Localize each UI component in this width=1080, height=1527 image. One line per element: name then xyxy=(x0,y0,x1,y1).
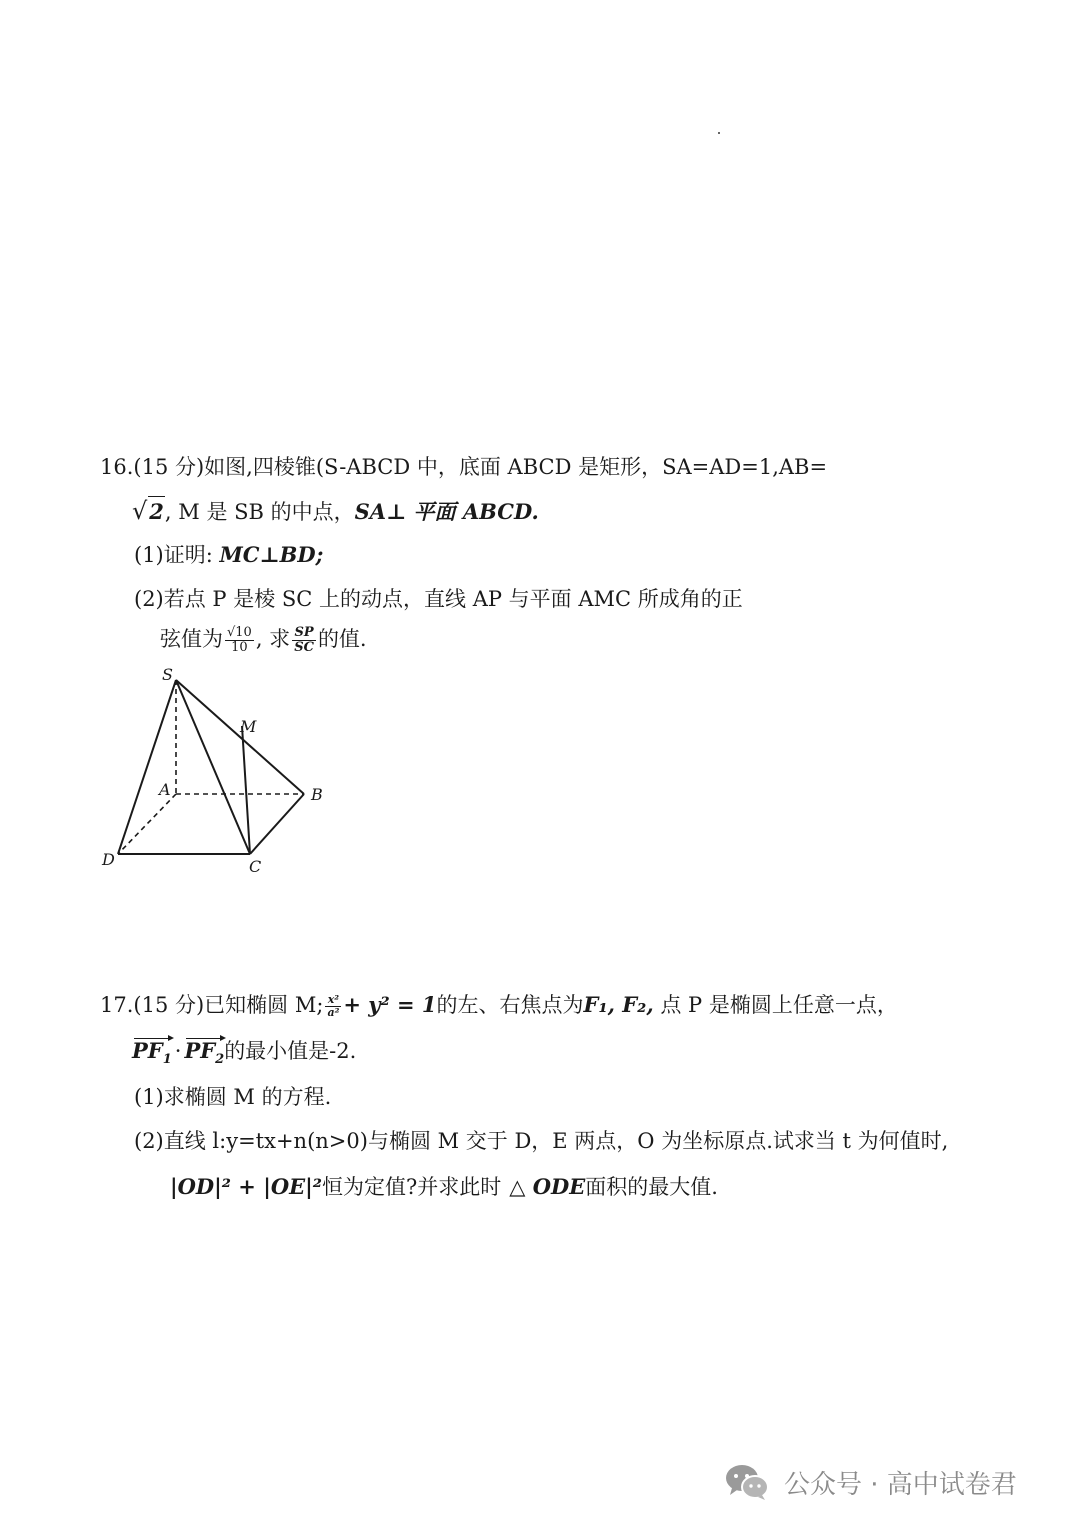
label-S: S xyxy=(162,665,173,684)
label-B: B xyxy=(311,785,323,804)
q17-header xyxy=(100,990,898,1020)
q17-line2-text: 的最小值是-2. xyxy=(224,1039,357,1063)
q16-part2-line1: (2)若点 P 是棱 SC 上的动点，直线 AP 与平面 AMC 所成角的正 xyxy=(134,587,743,611)
fraction-sqrt10-over-10: $\frac{√10}{10}$ xyxy=(227,625,252,655)
q16-line2: √2, M 是 SB 的中点，SA⊥ 平面 ABCD. xyxy=(132,497,539,525)
watermark xyxy=(724,1460,1017,1504)
q17-part2-text1: 恒为定值?并求此时 xyxy=(321,1175,502,1199)
fraction-x2-over-a2: $\frac{\text{x²}}{\text{a²}}$ xyxy=(327,993,340,1019)
scan-speck xyxy=(718,132,720,134)
edge-CB xyxy=(250,794,304,854)
q16-part2-line2 xyxy=(160,624,367,655)
q17-part2-text2: 面积的最大值. xyxy=(585,1175,718,1199)
edge-AD xyxy=(118,794,176,854)
sum-of-squares: |OD|² + |OE|² xyxy=(170,1174,322,1199)
q16-line2-text: , M 是 SB 的中点， xyxy=(164,500,355,524)
vector-pf1: $PF_1$ xyxy=(132,1036,172,1075)
label-A: A xyxy=(159,780,171,799)
label-M: M xyxy=(240,717,257,736)
q16-header: 16.(15 分)如图,四棱锥(S-ABCD 中，底面 ABCD 是矩形，SA=AD=1,AB= xyxy=(100,455,828,479)
sqrt-two: 2 xyxy=(148,496,165,527)
q17-part2-line1: (2)直线 l:y=tx+n(n>0)与椭圆 M 交于 D，E 两点，O 为坐标原点.试求当 t 为何值时, xyxy=(134,1129,949,1153)
label-D: D xyxy=(102,850,115,869)
foci-f1-f2: F₁, F₂, xyxy=(583,992,654,1017)
label-C: C xyxy=(249,857,262,876)
q16-condition: SA⊥ 平面 ABCD. xyxy=(354,499,539,524)
q16-part2-text-c: 的值. xyxy=(317,627,367,651)
edge-SC xyxy=(176,680,250,854)
edge-SD xyxy=(118,680,176,854)
wechat-icon xyxy=(724,1462,770,1502)
q17-header-a: 17.(15 分)已知椭圆 M; xyxy=(100,993,324,1017)
q17-header-c: 点 P 是椭圆上任意一点， xyxy=(653,993,898,1017)
edge-SB xyxy=(176,680,304,794)
pyramid-figure xyxy=(96,660,336,880)
ellipse-equation: + y² = 1 xyxy=(343,992,437,1017)
fraction-sp-over-sc: $\frac{SP}{SC}$ xyxy=(294,625,314,655)
q16-part2-text-a: 弦值为 xyxy=(160,627,223,651)
q16-part1-label: (1)证明: xyxy=(134,543,220,567)
q17-line2 xyxy=(132,1036,356,1075)
watermark-text: 公众号 · 高中试卷君 xyxy=(784,1469,1017,1500)
triangle-ode: △ ODE xyxy=(509,1174,586,1199)
q17-part1: (1)求椭圆 M 的方程. xyxy=(134,1085,332,1109)
q16-part1 xyxy=(134,540,323,570)
q17-part2-line2 xyxy=(170,1172,718,1202)
vector-pf2: $PF_2$ xyxy=(184,1036,224,1075)
q16-part2-text-b: , 求 xyxy=(255,627,291,651)
dot-product: · xyxy=(174,1039,182,1063)
q16-part1-math: MC⊥BD; xyxy=(219,542,324,567)
q17-header-b: 的左、右焦点为 xyxy=(436,993,584,1017)
